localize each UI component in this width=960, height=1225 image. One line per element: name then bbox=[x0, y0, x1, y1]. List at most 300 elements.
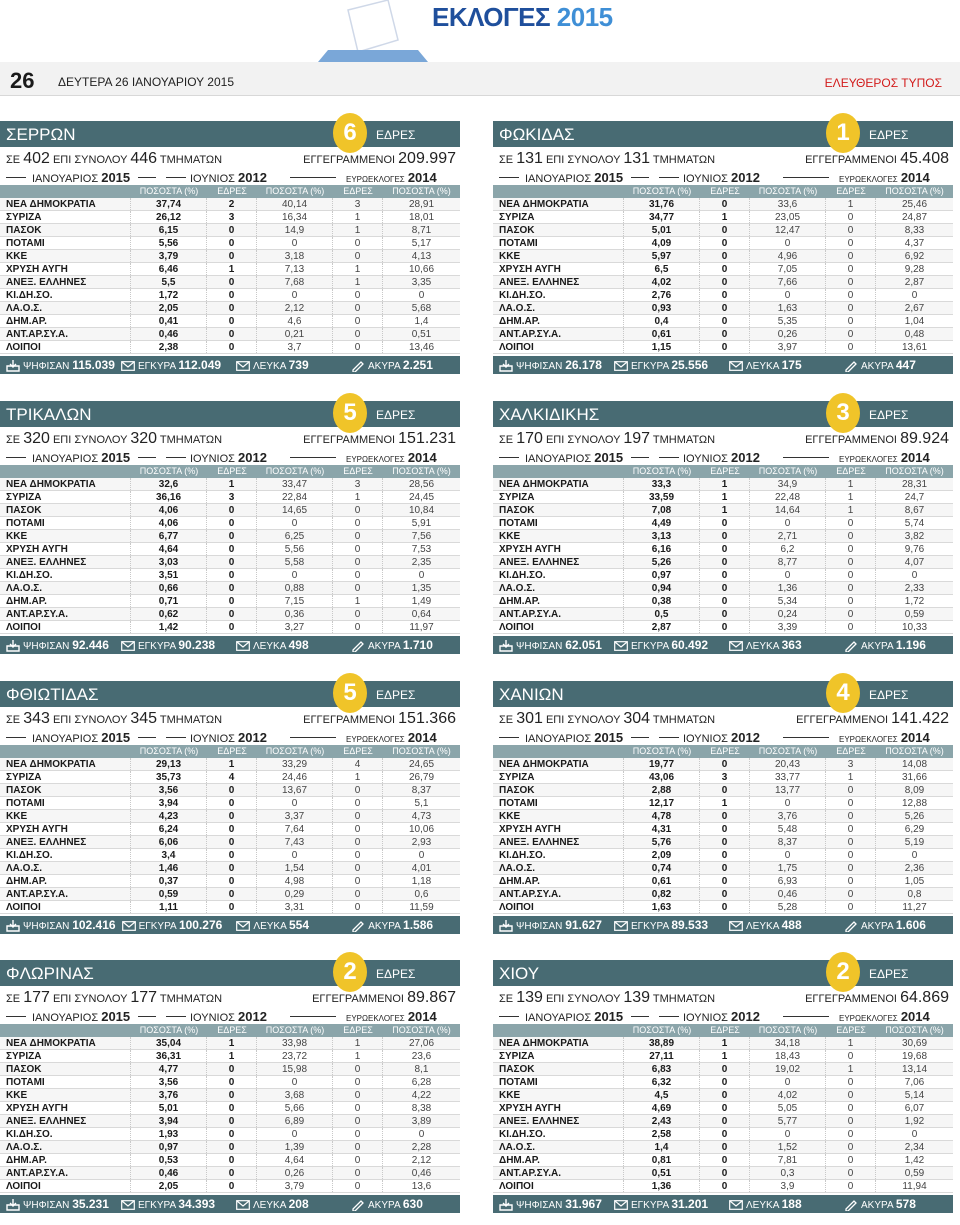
result-cell: 0,6 bbox=[414, 889, 429, 900]
envelope-icon bbox=[236, 921, 250, 931]
result-cell: 0,46 bbox=[411, 1168, 432, 1179]
party-name: ΑΝΤ.ΑΡ.ΣΥ.Α. bbox=[0, 1167, 131, 1179]
brand-name: ΕΛΕΥΘΕΡΟΣ ΤΥΠΟΣ bbox=[824, 76, 942, 90]
result-cell: 5,48 bbox=[750, 823, 826, 835]
table-row bbox=[0, 784, 460, 797]
result-cell: 0 bbox=[207, 543, 257, 555]
result-cell: 8,09 bbox=[904, 785, 925, 796]
result-cell: 0 bbox=[826, 901, 876, 913]
table-row bbox=[0, 608, 460, 621]
result-cell: 10,33 bbox=[901, 622, 928, 633]
result-cell: 0,37 bbox=[131, 875, 207, 887]
registered-count: 89.867 bbox=[407, 989, 456, 1006]
result-cell: 0 bbox=[750, 237, 826, 249]
result-cell: 0 bbox=[700, 1076, 750, 1088]
result-cell: 1 bbox=[826, 198, 876, 210]
result-cell: 0 bbox=[700, 888, 750, 900]
party-name: ΚΙ.ΔΗ.ΣΟ. bbox=[493, 1128, 624, 1140]
party-name: ΚΚΕ bbox=[493, 1089, 624, 1101]
result-cell: 24,7 bbox=[904, 492, 925, 503]
result-cell: 0 bbox=[418, 1129, 425, 1140]
constituency-name: ΦΩΚΙΔΑΣ bbox=[499, 125, 575, 144]
constituency-name: ΣΕΡΡΩΝ bbox=[6, 125, 76, 144]
party-name: ΠΟΤΑΜΙ bbox=[493, 517, 624, 529]
table-row bbox=[0, 302, 460, 315]
result-cell: 0,71 bbox=[131, 595, 207, 607]
table-row bbox=[493, 341, 953, 354]
party-name: ΔΗΜ.ΑΡ. bbox=[0, 1154, 131, 1166]
result-cell: 0 bbox=[826, 582, 876, 594]
periods-header bbox=[493, 729, 953, 745]
se-label: ΣΕ bbox=[499, 993, 514, 1005]
result-cell: 0 bbox=[333, 823, 383, 835]
result-cell: 0 bbox=[826, 1089, 876, 1101]
party-name: ΣΥΡΙΖΑ bbox=[0, 771, 131, 783]
period-jan2015: ΙΑΝΟΥΑΡΙΟΣ 2015 bbox=[525, 1009, 624, 1024]
totals-bar bbox=[0, 1195, 460, 1213]
result-cell: 1 bbox=[700, 1037, 750, 1049]
result-cell: 22,84 bbox=[257, 491, 333, 503]
result-cell: 5,91 bbox=[411, 518, 432, 529]
voted-stat: ΨΗΦΙΣΑΝ 31.967 bbox=[493, 1195, 608, 1213]
party-name: ΑΝΤ.ΑΡ.ΣΥ.Α. bbox=[493, 1167, 624, 1179]
result-cell: 1,49 bbox=[411, 596, 432, 607]
voted-stat: ΨΗΦΙΣΑΝ 62.051 bbox=[493, 636, 608, 654]
column-headers: ΠΟΣΟΣΤΑ (%) ΕΔΡΕΣ ΠΟΣΟΣΤΑ (%) ΕΔΡΕΣ ΠΟΣΟΣΤΑ (%) bbox=[493, 185, 953, 198]
table-row bbox=[493, 491, 953, 504]
constituency-name: ΧΙΟΥ bbox=[499, 964, 540, 983]
party-name: ΛΑ.Ο.Σ. bbox=[493, 582, 624, 594]
result-cell: 34,77 bbox=[624, 211, 700, 223]
valid-stat: ΕΓΚΥΡΑ 89.533 bbox=[608, 916, 723, 934]
table-row bbox=[0, 543, 460, 556]
result-cell: 6,46 bbox=[131, 263, 207, 275]
table-row bbox=[0, 888, 460, 901]
result-cell: 6,16 bbox=[624, 543, 700, 555]
result-cell: 0 bbox=[700, 289, 750, 301]
column-headers: ΠΟΣΟΣΤΑ (%) ΕΔΡΕΣ ΠΟΣΟΣΤΑ (%) ΕΔΡΕΣ ΠΟΣΟΣΤΑ (%) bbox=[493, 1024, 953, 1037]
result-cell: 0,8 bbox=[907, 889, 922, 900]
result-cell: 0,62 bbox=[131, 608, 207, 620]
result-cell: 5,19 bbox=[904, 837, 925, 848]
seats-count: 2 bbox=[343, 958, 357, 985]
invalid-stat: ΑΚΥΡΑ 578 bbox=[838, 1195, 953, 1213]
result-cell: 35,73 bbox=[131, 771, 207, 783]
result-cell: 3,68 bbox=[257, 1089, 333, 1101]
result-cell: 0 bbox=[418, 290, 425, 301]
periods-header bbox=[0, 729, 460, 745]
result-cell: 1 bbox=[826, 771, 876, 783]
result-cell: 1 bbox=[207, 478, 257, 490]
totals-bar bbox=[0, 636, 460, 654]
table-row bbox=[0, 289, 460, 302]
result-cell: 0 bbox=[207, 302, 257, 314]
voted-stat: ΨΗΦΙΣΑΝ 35.231 bbox=[0, 1195, 115, 1213]
party-name: ΠΟΤΑΜΙ bbox=[0, 1076, 131, 1088]
result-cell: 0 bbox=[333, 836, 383, 848]
period-jun2012: ΙΟΥΝΙΟΣ 2012 bbox=[190, 730, 267, 745]
table-row bbox=[0, 198, 460, 211]
counting-status bbox=[493, 147, 953, 169]
result-cell: 0 bbox=[826, 888, 876, 900]
result-cell: 5,14 bbox=[904, 1090, 925, 1101]
period-euro2014: ΕΥΡΩΕΚΛΟΓΕΣ 2014 bbox=[346, 730, 437, 745]
table-row bbox=[493, 517, 953, 530]
constituency-block bbox=[493, 121, 953, 374]
registered-label: ΕΓΓΕΓΡΑΜΜΕΝΟΙ bbox=[303, 714, 396, 726]
result-cell: 0 bbox=[333, 1180, 383, 1192]
total-stations: 177 bbox=[130, 989, 158, 1006]
result-cell: 0 bbox=[826, 302, 876, 314]
result-cell: 4,64 bbox=[257, 1154, 333, 1166]
party-name: ΚΚΕ bbox=[0, 810, 131, 822]
table-row bbox=[0, 621, 460, 634]
result-cell: 3,56 bbox=[131, 1076, 207, 1088]
registered-label: ΕΓΓΕΓΡΑΜΜΕΝΟΙ bbox=[796, 714, 889, 726]
result-cell: 1 bbox=[207, 1050, 257, 1062]
totals-bar bbox=[493, 356, 953, 374]
se-label: ΣΕ bbox=[6, 714, 21, 726]
result-cell: 0 bbox=[700, 556, 750, 568]
result-cell: 0 bbox=[700, 302, 750, 314]
result-cell: 8,1 bbox=[414, 1064, 429, 1075]
result-cell: 1 bbox=[826, 478, 876, 490]
result-cell: 0 bbox=[700, 1115, 750, 1127]
period-jun2012: ΙΟΥΝΙΟΣ 2012 bbox=[683, 170, 760, 185]
result-cell: 0,5 bbox=[624, 608, 700, 620]
result-cell: 0 bbox=[700, 608, 750, 620]
result-cell: 5,77 bbox=[750, 1115, 826, 1127]
periods-header bbox=[493, 449, 953, 465]
counting-status bbox=[0, 147, 460, 169]
table-row bbox=[493, 328, 953, 341]
period-jan2015: ΙΑΝΟΥΑΡΙΟΣ 2015 bbox=[525, 170, 624, 185]
invalid-ballot-icon bbox=[351, 1199, 365, 1211]
counted-stations: 177 bbox=[23, 989, 50, 1006]
result-cell: 18,43 bbox=[750, 1050, 826, 1062]
party-name: ΛΟΙΠΟΙ bbox=[0, 1180, 131, 1192]
result-cell: 0 bbox=[700, 621, 750, 633]
registered-count: 209.997 bbox=[398, 150, 456, 167]
result-cell: 5,5 bbox=[131, 276, 207, 288]
table-row bbox=[0, 517, 460, 530]
result-cell: 1 bbox=[333, 276, 383, 288]
party-name: ΠΟΤΑΜΙ bbox=[0, 517, 131, 529]
result-cell: 3,82 bbox=[904, 531, 925, 542]
envelope-icon bbox=[614, 361, 628, 371]
total-stations: 197 bbox=[623, 430, 651, 447]
party-name: ΚΚΕ bbox=[0, 1089, 131, 1101]
result-cell: 0 bbox=[207, 289, 257, 301]
result-cell: 0 bbox=[207, 250, 257, 262]
party-name: ΠΑΣΟΚ bbox=[0, 224, 131, 236]
period-jun2012: ΙΟΥΝΙΟΣ 2012 bbox=[190, 450, 267, 465]
result-cell: 24,87 bbox=[901, 212, 928, 223]
stations-label: ΤΜΗΜΑΤΩΝ bbox=[159, 993, 223, 1005]
table-row bbox=[493, 1115, 953, 1128]
result-cell: 0 bbox=[700, 901, 750, 913]
result-cell: 0 bbox=[826, 797, 876, 809]
table-row bbox=[493, 302, 953, 315]
se-label: ΣΕ bbox=[499, 154, 514, 166]
party-name: ΝΕΑ ΔΗΜΟΚΡΑΤΙΑ bbox=[493, 758, 624, 770]
result-cell: 5,97 bbox=[624, 250, 700, 262]
result-cell: 0 bbox=[257, 569, 333, 581]
seats-label: ΕΔΡΕΣ bbox=[869, 408, 909, 422]
seats-count: 1 bbox=[836, 119, 850, 146]
table-row bbox=[0, 478, 460, 491]
result-cell: 0 bbox=[257, 517, 333, 529]
result-cell: 0,59 bbox=[904, 609, 925, 620]
totals-bar bbox=[493, 916, 953, 934]
table-row bbox=[0, 328, 460, 341]
total-label: ΕΠΙ ΣΥΝΟΛΟΥ bbox=[545, 154, 621, 166]
result-cell: 4,06 bbox=[131, 517, 207, 529]
result-cell: 1 bbox=[333, 491, 383, 503]
result-cell: 0 bbox=[826, 595, 876, 607]
result-cell: 4,06 bbox=[131, 504, 207, 516]
result-cell: 4,02 bbox=[750, 1089, 826, 1101]
party-name: ΔΗΜ.ΑΡ. bbox=[493, 1154, 624, 1166]
envelope-icon bbox=[729, 1200, 743, 1210]
party-name: ΠΟΤΑΜΙ bbox=[493, 1076, 624, 1088]
result-cell: 0 bbox=[826, 569, 876, 581]
periods-header bbox=[0, 449, 460, 465]
result-cell: 0 bbox=[826, 328, 876, 340]
stations-label: ΤΜΗΜΑΤΩΝ bbox=[652, 714, 716, 726]
table-row bbox=[493, 1063, 953, 1076]
result-cell: 4,96 bbox=[750, 250, 826, 262]
valid-stat: ΕΓΚΥΡΑ 25.556 bbox=[608, 356, 723, 374]
party-name: ΔΗΜ.ΑΡ. bbox=[0, 595, 131, 607]
result-cell: 0,3 bbox=[750, 1167, 826, 1179]
party-name: ΔΗΜ.ΑΡ. bbox=[493, 595, 624, 607]
total-label: ΕΠΙ ΣΥΝΟΛΟΥ bbox=[52, 434, 128, 446]
result-cell: 33,3 bbox=[624, 478, 700, 490]
result-cell: 18,01 bbox=[408, 212, 435, 223]
result-cell: 8,71 bbox=[411, 225, 432, 236]
result-cell: 0 bbox=[207, 504, 257, 516]
result-cell: 0 bbox=[826, 1102, 876, 1114]
result-cell: 6,07 bbox=[904, 1103, 925, 1114]
result-cell: 0,82 bbox=[624, 888, 700, 900]
table-row bbox=[493, 569, 953, 582]
total-stations: 345 bbox=[130, 710, 158, 727]
result-cell: 3,97 bbox=[750, 341, 826, 353]
result-cell: 33,47 bbox=[257, 478, 333, 490]
result-cell: 5,76 bbox=[624, 836, 700, 848]
result-cell: 0 bbox=[207, 556, 257, 568]
result-cell: 4,37 bbox=[904, 238, 925, 249]
table-row bbox=[493, 237, 953, 250]
party-name: ΧΡΥΣΗ ΑΥΓΗ bbox=[0, 1102, 131, 1114]
result-cell: 1,46 bbox=[131, 862, 207, 874]
envelope-icon bbox=[614, 1200, 628, 1210]
party-name: ΑΝΤ.ΑΡ.ΣΥ.Α. bbox=[493, 608, 624, 620]
result-cell: 35,04 bbox=[131, 1037, 207, 1049]
result-cell: 1 bbox=[826, 1037, 876, 1049]
result-cell: 0 bbox=[826, 1141, 876, 1153]
result-cell: 5,34 bbox=[750, 595, 826, 607]
seats-count: 2 bbox=[836, 958, 850, 985]
result-cell: 0 bbox=[333, 849, 383, 861]
result-cell: 2,09 bbox=[624, 849, 700, 861]
table-row bbox=[493, 478, 953, 491]
blank-stat: ΛΕΥΚΑ 188 bbox=[723, 1195, 838, 1213]
result-cell: 5,56 bbox=[131, 237, 207, 249]
result-cell: 1,36 bbox=[624, 1180, 700, 1192]
result-cell: 0 bbox=[700, 1141, 750, 1153]
result-cell: 0 bbox=[700, 836, 750, 848]
table-row bbox=[0, 1076, 460, 1089]
result-cell: 12,47 bbox=[750, 224, 826, 236]
result-cell: 11,27 bbox=[902, 902, 927, 913]
result-cell: 1 bbox=[333, 224, 383, 236]
result-cell: 1,72 bbox=[904, 596, 925, 607]
result-cell: 33,77 bbox=[750, 771, 826, 783]
result-cell: 0 bbox=[700, 315, 750, 327]
result-cell: 0,38 bbox=[624, 595, 700, 607]
envelope-icon bbox=[614, 641, 628, 651]
result-cell: 1,52 bbox=[750, 1141, 826, 1153]
table-row bbox=[493, 875, 953, 888]
party-name: ΛΑ.Ο.Σ. bbox=[493, 302, 624, 314]
table-row bbox=[0, 836, 460, 849]
result-cell: 0 bbox=[207, 328, 257, 340]
ballot-in-box-icon bbox=[6, 920, 20, 932]
result-cell: 14,64 bbox=[750, 504, 826, 516]
column-headers: ΠΟΣΟΣΤΑ (%) ΕΔΡΕΣ ΠΟΣΟΣΤΑ (%) ΕΔΡΕΣ ΠΟΣΟΣΤΑ (%) bbox=[493, 745, 953, 758]
result-cell: 3,18 bbox=[257, 250, 333, 262]
result-cell: 0 bbox=[826, 341, 876, 353]
table-row bbox=[0, 504, 460, 517]
result-cell: 0 bbox=[207, 862, 257, 874]
counted-stations: 320 bbox=[23, 430, 50, 447]
table-row bbox=[493, 862, 953, 875]
table-row bbox=[493, 888, 953, 901]
result-cell: 3,37 bbox=[257, 810, 333, 822]
result-cell: 11,94 bbox=[902, 1181, 927, 1192]
result-cell: 3,79 bbox=[257, 1180, 333, 1192]
result-cell: 4,64 bbox=[131, 543, 207, 555]
result-cell: 0 bbox=[826, 289, 876, 301]
table-row bbox=[493, 276, 953, 289]
invalid-stat: ΑΚΥΡΑ 447 bbox=[838, 356, 953, 374]
result-cell: 0 bbox=[826, 530, 876, 542]
result-cell: 33,6 bbox=[750, 198, 826, 210]
envelope-icon bbox=[614, 921, 628, 931]
table-row bbox=[493, 556, 953, 569]
result-cell: 14,9 bbox=[257, 224, 333, 236]
table-row bbox=[0, 1128, 460, 1141]
result-cell: 0 bbox=[826, 543, 876, 555]
result-cell: 0 bbox=[700, 276, 750, 288]
table-row bbox=[493, 1050, 953, 1063]
result-cell: 2,12 bbox=[257, 302, 333, 314]
total-label: ΕΠΙ ΣΥΝΟΛΟΥ bbox=[545, 714, 621, 726]
counted-stations: 139 bbox=[516, 989, 543, 1006]
result-cell: 12,88 bbox=[901, 798, 928, 809]
totals-bar bbox=[493, 1195, 953, 1213]
result-cell: 2,35 bbox=[411, 557, 432, 568]
counted-stations: 343 bbox=[23, 710, 50, 727]
result-cell: 0 bbox=[207, 237, 257, 249]
block-header bbox=[493, 121, 953, 147]
result-cell: 40,14 bbox=[257, 198, 333, 210]
ballot-in-box-icon bbox=[499, 1199, 513, 1211]
result-cell: 0 bbox=[207, 823, 257, 835]
table-row bbox=[0, 224, 460, 237]
party-name: ΝΕΑ ΔΗΜΟΚΡΑΤΙΑ bbox=[493, 478, 624, 490]
table-row bbox=[0, 1102, 460, 1115]
result-cell: 3 bbox=[333, 478, 383, 490]
result-cell: 6,28 bbox=[411, 1077, 432, 1088]
party-name: ΑΝΕΞ. ΕΛΛΗΝΕΣ bbox=[493, 836, 624, 848]
table-row bbox=[0, 315, 460, 328]
result-cell: 1 bbox=[207, 758, 257, 770]
results-table bbox=[493, 198, 953, 354]
result-cell: 0,26 bbox=[750, 328, 826, 340]
result-cell: 7,15 bbox=[257, 595, 333, 607]
party-name: ΑΝΤ.ΑΡ.ΣΥ.Α. bbox=[0, 888, 131, 900]
result-cell: 0 bbox=[333, 556, 383, 568]
result-cell: 0 bbox=[333, 810, 383, 822]
envelope-icon bbox=[729, 641, 743, 651]
result-cell: 4 bbox=[207, 771, 257, 783]
stations-label: ΤΜΗΜΑΤΩΝ bbox=[652, 154, 716, 166]
period-jan2015: ΙΑΝΟΥΑΡΙΟΣ 2015 bbox=[525, 450, 624, 465]
result-cell: 9,76 bbox=[904, 544, 925, 555]
party-name: ΝΕΑ ΔΗΜΟΚΡΑΤΙΑ bbox=[0, 1037, 131, 1049]
table-row bbox=[493, 758, 953, 771]
block-header bbox=[493, 681, 953, 707]
result-cell: 3,56 bbox=[131, 784, 207, 796]
seats-label: ΕΔΡΕΣ bbox=[376, 967, 416, 981]
period-euro2014: ΕΥΡΩΕΚΛΟΓΕΣ 2014 bbox=[346, 450, 437, 465]
seats-count: 6 bbox=[343, 119, 357, 146]
result-cell: 0 bbox=[333, 504, 383, 516]
result-cell: 0 bbox=[911, 1129, 918, 1140]
result-cell: 6,32 bbox=[624, 1076, 700, 1088]
registered-count: 151.366 bbox=[398, 710, 456, 727]
party-name: ΠΑΣΟΚ bbox=[0, 1063, 131, 1075]
counted-stations: 170 bbox=[516, 430, 543, 447]
invalid-stat: ΑΚΥΡΑ 2.251 bbox=[345, 356, 460, 374]
result-cell: 1 bbox=[207, 263, 257, 275]
seats-label: ΕΔΡΕΣ bbox=[376, 408, 416, 422]
result-cell: 4,6 bbox=[257, 315, 333, 327]
table-row bbox=[0, 530, 460, 543]
registered-count: 151.231 bbox=[398, 430, 456, 447]
table-row bbox=[0, 595, 460, 608]
totals-bar bbox=[0, 356, 460, 374]
column-headers: ΠΟΣΟΣΤΑ (%) ΕΔΡΕΣ ΠΟΣΟΣΤΑ (%) ΕΔΡΕΣ ΠΟΣΟΣΤΑ (%) bbox=[0, 745, 460, 758]
party-name: ΚΚΕ bbox=[493, 250, 624, 262]
result-cell: 0 bbox=[333, 797, 383, 809]
result-cell: 13,67 bbox=[257, 784, 333, 796]
result-cell: 0 bbox=[207, 784, 257, 796]
result-cell: 0,94 bbox=[624, 582, 700, 594]
result-cell: 0,93 bbox=[624, 302, 700, 314]
table-row bbox=[493, 263, 953, 276]
voted-stat: ΨΗΦΙΣΑΝ 102.416 bbox=[0, 916, 116, 934]
result-cell: 27,11 bbox=[624, 1050, 700, 1062]
result-cell: 0 bbox=[826, 263, 876, 275]
table-row bbox=[0, 237, 460, 250]
result-cell: 1,54 bbox=[257, 862, 333, 874]
period-jan2015: ΙΑΝΟΥΑΡΙΟΣ 2015 bbox=[32, 730, 131, 745]
result-cell: 9,28 bbox=[904, 264, 925, 275]
